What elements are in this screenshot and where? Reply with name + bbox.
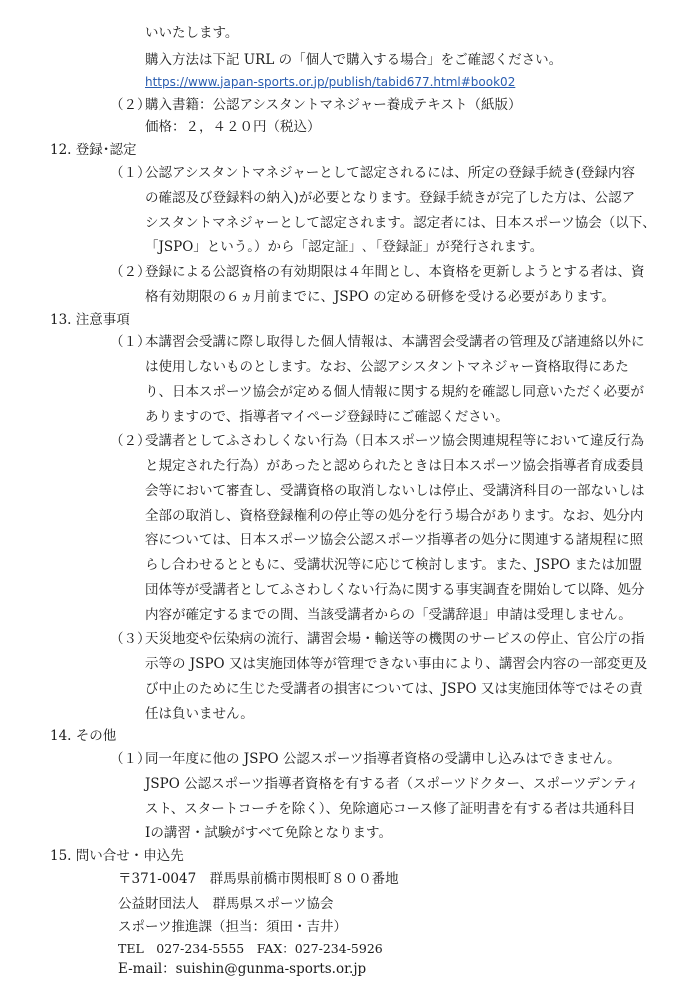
contact-email[interactable]: E-mail：suishin@gunma-sports.or.jp [118, 960, 367, 977]
item-number: （２） [110, 264, 151, 281]
paragraph-line: 公認アシスタントマネジャーとして認定されるには、所定の登録手続き(登録内容 [145, 165, 636, 182]
paragraph-line: ありますので、指導者マイページ登録時にご確認ください。 [145, 408, 509, 425]
paragraph-line: 示等の JSPO 又は実施団体等が管理できない事由により、講習会内容の一部変更及 [145, 656, 648, 673]
paragraph-line: 任は負いません。 [145, 705, 254, 722]
paragraph-line: の確認及び登録料の納入)が必要となります。登録手続きが完了した方は、公認ア [145, 189, 636, 206]
paragraph-line: らし合わせるとともに、受講状況等に応じて検討します。また、JSPO または加盟 [145, 557, 643, 574]
contact-address: 〒371-0047 群馬県前橋市関根町８００番地 [118, 871, 399, 888]
paragraph-line: 「JSPO」という。）から「認定証」､「登録証」が発行されます。 [145, 239, 544, 256]
item-number: （２） [110, 96, 151, 113]
paragraph-line: 容については、日本スポーツ協会公認スポーツ指導者の処分に関連する諸規程に照 [145, 532, 644, 549]
purchase-url-link[interactable]: https://www.japan-sports.or.jp/publish/tabid677.html#book02 [145, 74, 516, 89]
paragraph-line: スト、スタートコーチを除く）、免除適応コース修了証明書を有する者は共通科目 [145, 800, 636, 817]
item-number: （３） [110, 631, 151, 648]
item-number: （１） [110, 165, 151, 182]
section-title-registration: 12. 登録･認定 [50, 142, 137, 159]
paragraph-line: 格有効期限の６ヵ月前までに、JSPO の定める研修を受ける必要があります。 [145, 288, 616, 305]
paragraph-line: は使用しないものとします。なお、公認アシスタントマネジャー資格取得にあた [145, 359, 629, 376]
paragraph-line: り、日本スポーツ協会が定める個人情報に関する規約を確認し同意いただく必要が [145, 383, 644, 400]
purchase-book: 購入書籍：公認アシスタントマネジャー養成テキスト（紙版） [145, 96, 522, 113]
paragraph-line: と規定された行為）があったと認められたときは日本スポーツ協会指導者育成委員 [145, 458, 644, 475]
item-number: （１） [110, 334, 151, 351]
contact-department: スポーツ推進課（担当：須田・吉井） [118, 918, 347, 935]
paragraph-line: Ⅰの講習・試験がすべて免除となります。 [145, 825, 392, 842]
paragraph-line: 本講習会受講に際し取得した個人情報は、本講習会受講者の管理及び諸連絡以外に [145, 334, 645, 351]
paragraph-line: シスタントマネジャーとして認定されます。認定者には、日本スポーツ協会（以下、 [145, 214, 656, 231]
contact-organization: 公益財団法人 群馬県スポーツ協会 [118, 895, 334, 912]
section-title-contact: 15. 問い合せ・申込先 [50, 848, 184, 865]
paragraph-line: 天災地変や伝染病の流行、講習会場・輸送等の機関のサービスの停止、官公庁の指 [145, 631, 645, 648]
purchase-price: 価格：２，４２０円（税込） [145, 119, 321, 136]
purchase-method: 購入方法は下記 URL の「個人で購入する場合」をご確認ください。 [145, 51, 563, 68]
paragraph-line: 全部の取消し、資格登録権利の停止等の処分を行う場合があります。なお、処分内 [145, 507, 644, 524]
paragraph-line: 団体等が受講者としてふさわしくない行為に関する事実調査を開始して以降、処分 [145, 581, 645, 598]
section-title-other: 14. その他 [50, 728, 117, 745]
item-number: （１） [110, 751, 151, 768]
section-title-notes: 13. 注意事項 [50, 311, 130, 328]
intro-continuation: いいたします。 [145, 25, 239, 42]
item-number: （２） [110, 433, 151, 450]
paragraph-line: び中止のために生じた受講者の損害については、JSPO 又は実施団体等ではその責 [145, 680, 643, 697]
paragraph-line: 会等において審査し、受講資格の取消しないしは停止、受講済科目の一部ないしは [145, 482, 645, 499]
paragraph-line: JSPO 公認スポーツ指導者資格を有する者（スポーツドクター、スポーツデンティ [145, 775, 640, 792]
paragraph-line: 同一年度に他の JSPO 公認スポーツ指導者資格の受講申し込みはできません。 [145, 751, 621, 768]
contact-phone-fax: TEL 027-234-5555 FAX：027-234-5926 [118, 940, 383, 956]
paragraph-line: 受講者としてふさわしくない行為（日本スポーツ協会関連規程等において違反行為 [145, 433, 644, 450]
paragraph-line: 内容が確定するまでの間、当該受講者からの「受講辞退」申請は受理しません。 [145, 606, 632, 623]
paragraph-line: 登録による公認資格の有効期限は４年間とし、本資格を更新しようとする者は、資 [145, 264, 645, 281]
